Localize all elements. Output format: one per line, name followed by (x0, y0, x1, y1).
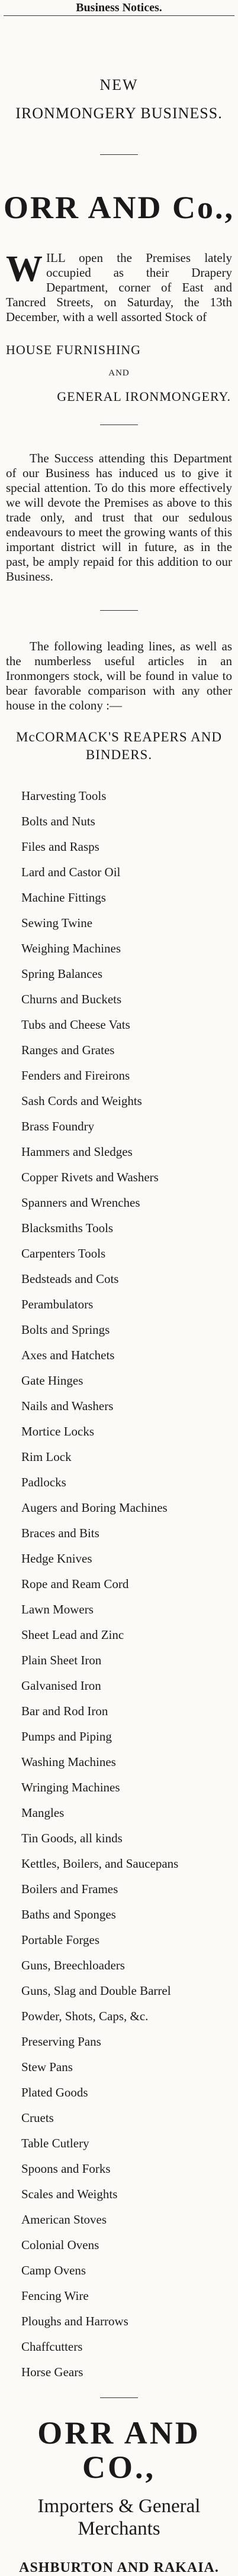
goods-item: Lard and Castor Oil (21, 865, 121, 879)
goods-item: Spring Balances (21, 967, 103, 981)
goods-item: Spoons and Forks (21, 2162, 111, 2176)
goods-item: Churns and Buckets (21, 992, 122, 1006)
goods-item: Fenders and Fireirons (21, 1068, 130, 1083)
goods-item: Sheet Lead and Zinc (21, 1628, 124, 1642)
goods-item: Boilers and Frames (21, 1882, 118, 1896)
goods-item: Bar and Rod Iron (21, 1704, 108, 1718)
goods-item: Stew Pans (21, 2060, 73, 2074)
goods-item: Hammers and Sledges (21, 1145, 133, 1159)
and-connector: AND (108, 368, 130, 378)
goods-item: Washing Machines (21, 1755, 116, 1769)
goods-item: Sewing Twine (21, 916, 93, 930)
goods-item: Bolts and Springs (21, 1323, 110, 1337)
goods-item: Rope and Ream Cord (21, 1577, 129, 1591)
goods-item: Braces and Bits (21, 1526, 99, 1540)
goods-item: Carpenters Tools (21, 1246, 106, 1261)
goods-item: Sash Cords and Weights (21, 1094, 142, 1108)
goods-item: Cruets (21, 2111, 54, 2125)
success-paragraph: The Success attending this Department of our Business has induced us to give it special attention. To do this more effectively we will devote the Premises as above to this trade only, and trust that our sedulous endeavours to meet the growing wants of this important district will in future, as in the past, be amply repaid for this addition to our Business. (6, 451, 232, 584)
goods-item: Files and Rasps (21, 840, 99, 854)
goods-item: Machine Fittings (21, 890, 106, 905)
goods-item: Rim Lock (21, 1450, 72, 1464)
goods-item: Wringing Machines (21, 1780, 120, 1794)
drop-cap: W (6, 249, 43, 289)
goods-item: Plated Goods (21, 2085, 88, 2099)
goods-item: Camp Ovens (21, 2263, 86, 2277)
goods-item: Guns, Slag and Double Barrel (21, 1984, 171, 1998)
goods-item: Bolts and Nuts (21, 814, 95, 828)
goods-item: Horse Gears (21, 2365, 83, 2379)
section-header: Business Notices. (76, 1, 162, 14)
goods-item: Table Cutlery (21, 2136, 89, 2150)
header-rule (4, 15, 234, 16)
divider (100, 610, 138, 611)
goods-item: Tubs and Cheese Vats (21, 1018, 130, 1032)
goods-item: Baths and Sponges (21, 1907, 116, 1922)
goods-item: Pumps and Piping (21, 1729, 112, 1744)
general-ironmongery: GENERAL IRONMONGERY. (57, 389, 231, 404)
goods-item: Ranges and Grates (21, 1043, 115, 1057)
goods-item: American Stoves (21, 2212, 107, 2227)
goods-item: Hedge Knives (21, 1551, 92, 1566)
goods-item: Axes and Hatchets (21, 1348, 115, 1362)
goods-item: Tin Goods, all kinds (21, 1831, 123, 1845)
goods-item: Weighing Machines (21, 941, 121, 955)
divider (100, 2397, 138, 2398)
goods-item: Brass Foundry (21, 1119, 95, 1133)
heading-business: IRONMONGERY BUSINESS. (15, 105, 223, 122)
goods-item: Padlocks (21, 1475, 66, 1489)
goods-item: Scales and Weights (21, 2187, 118, 2201)
mccormack-heading: McCORMACK'S REAPERS AND BINDERS. (16, 730, 222, 762)
goods-item: Gate Hinges (21, 1373, 83, 1388)
goods-item: Kettles, Boilers, and Saucepans (21, 1856, 179, 1871)
goods-item: Colonial Ovens (21, 2238, 99, 2252)
goods-item: Guns, Breechloaders (21, 1958, 125, 1972)
announcement-body: ILL open the Premises lately occupied as their Drapery Department, corner of East and Tancred Streets, on Saturday, the 13th December, with a well assorted Stock of (6, 251, 232, 324)
goods-item: Perambulators (21, 1297, 94, 1311)
following-paragraph: The following leading lines, as well as the numberless useful articles in an Ironmongers stock, will be found in value to bear favorable comparison with any other house in the colony :— (6, 639, 232, 712)
goods-item: Powder, Shots, Caps, &c. (21, 2009, 149, 2023)
goods-item: Galvanised Iron (21, 1679, 101, 1693)
firm-name: ORR AND Co., (4, 190, 235, 225)
goods-item: Bedsteads and Cots (21, 1272, 119, 1286)
importers-tagline: Importers & General Merchants (37, 2496, 201, 2539)
goods-item: Mangles (21, 1806, 65, 1820)
goods-item: Lawn Mowers (21, 1602, 94, 1616)
footer-firm-name: ORR AND CO., (37, 2415, 201, 2485)
divider (100, 154, 138, 155)
house-furnishing: HOUSE FURNISHING (6, 342, 141, 357)
goods-item: Preserving Pans (21, 2034, 101, 2049)
goods-item: Ploughs and Harrows (21, 2314, 128, 2328)
goods-item: Portable Forges (21, 1933, 100, 1947)
goods-item: Spanners and Wrenches (21, 1195, 140, 1210)
goods-list (4, 790, 234, 2392)
goods-item: Copper Rivets and Washers (21, 1170, 159, 1184)
location-line: ASHBURTON AND RAKAIA. (19, 2560, 219, 2575)
announcement-text (6, 251, 232, 325)
goods-item: Blacksmiths Tools (21, 1221, 114, 1235)
goods-item: Nails and Washers (21, 1399, 114, 1413)
goods-item: Harvesting Tools (21, 789, 107, 803)
goods-item: Fencing Wire (21, 2289, 89, 2303)
goods-item: Plain Sheet Iron (21, 1653, 102, 1667)
heading-new: NEW (99, 76, 139, 93)
goods-item: Augers and Boring Machines (21, 1501, 168, 1515)
goods-item: Chaffcutters (21, 2340, 83, 2354)
goods-item: Mortice Locks (21, 1424, 95, 1438)
